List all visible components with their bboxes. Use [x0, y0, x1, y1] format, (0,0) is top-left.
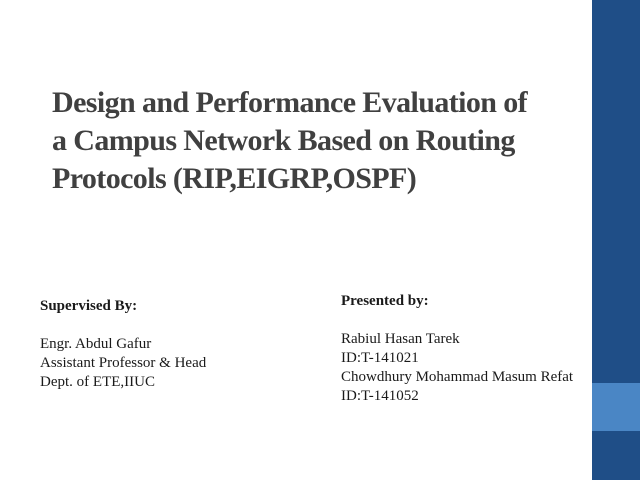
title-line-2: a Campus Network Based on Routing: [52, 124, 515, 157]
supervised-by-heading: Supervised By:: [40, 298, 138, 314]
presenter-2-id: ID:T-141052: [341, 388, 419, 404]
supervisor-position: Assistant Professor & Head: [40, 355, 207, 371]
presenter-2-name: Chowdhury Mohammad Masum Refat: [341, 369, 574, 385]
supervisor-department: Dept. of ETE,IIUC: [40, 374, 155, 390]
presenter-1-name: Rabiul Hasan Tarek: [341, 331, 460, 347]
slide-title: [52, 84, 582, 198]
title-line-3: Protocols (RIP,EIGRP,OSPF): [52, 162, 417, 195]
supervisor-name: Engr. Abdul Gafur: [40, 336, 152, 352]
presented-by-block: [341, 292, 573, 406]
presented-by-heading: Presented by:: [341, 293, 429, 309]
title-line-1: Design and Performance Evaluation of: [52, 86, 528, 119]
presenter-1-id: ID:T-141021: [341, 350, 419, 366]
supervised-by-block: [40, 297, 206, 392]
side-accent-block: [592, 383, 640, 431]
